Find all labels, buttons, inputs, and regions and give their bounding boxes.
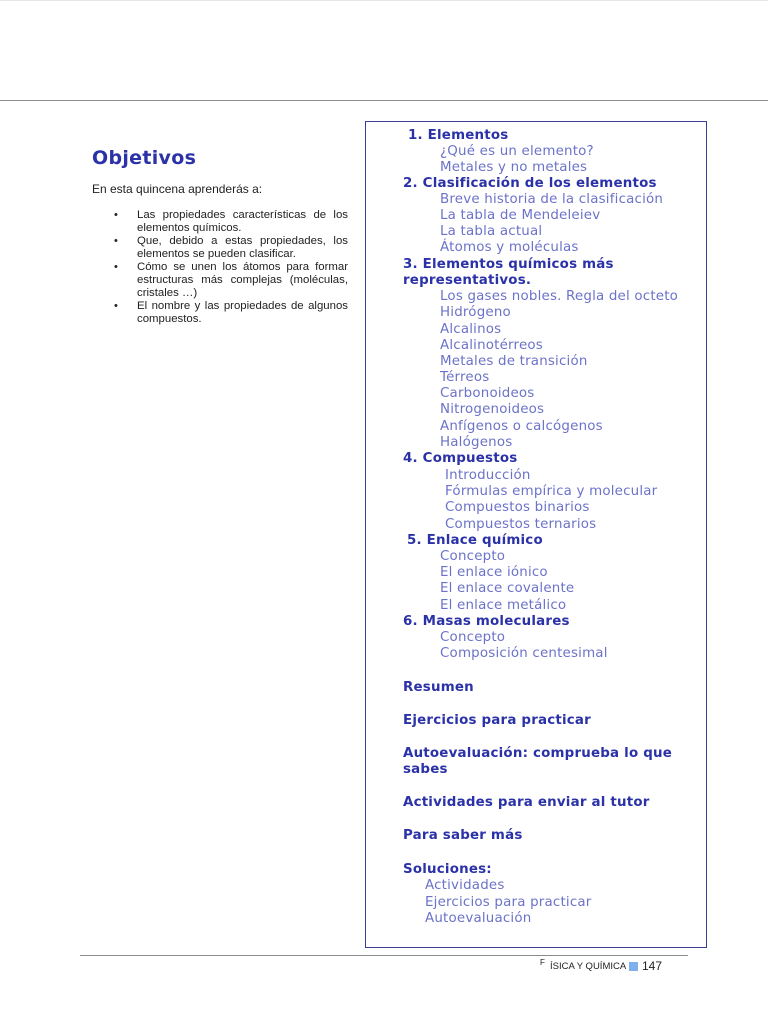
footer-divider xyxy=(80,955,688,956)
objetivo-item xyxy=(92,209,348,235)
square-icon xyxy=(629,962,638,971)
toc-subitem[interactable]: Compuestos binarios xyxy=(445,500,590,515)
toc-subitem[interactable]: El enlace metálico xyxy=(440,598,567,613)
toc-section-heading[interactable]: Resumen xyxy=(403,680,474,695)
toc-subitem[interactable]: Metales de transición xyxy=(440,354,588,369)
toc-section-heading[interactable]: 3. Elementos químicos más xyxy=(403,257,614,272)
toc-subitem[interactable]: Carbonoideos xyxy=(440,386,535,401)
toc-subitem[interactable]: ¿Qué es un elemento? xyxy=(440,144,594,159)
toc-subitem[interactable]: El enlace covalente xyxy=(440,581,575,596)
toc-subitem[interactable]: Los gases nobles. Regla del octeto xyxy=(440,289,679,304)
toc-subitem[interactable]: Alcalinos xyxy=(440,322,502,337)
bullet-icon: • xyxy=(114,261,118,273)
page-top-edge xyxy=(0,0,768,1)
toc-section-heading[interactable]: Para saber más xyxy=(403,828,523,843)
toc-section-heading[interactable]: 6. Masas moleculares xyxy=(403,614,570,629)
toc-subitem[interactable]: Átomos y moléculas xyxy=(440,240,579,255)
toc-subitem[interactable]: Actividades xyxy=(425,878,505,893)
toc-subitem[interactable]: El enlace iónico xyxy=(440,565,548,580)
footer-subject: ÍSICA Y QUÍMICA xyxy=(550,961,627,972)
page-number: 147 xyxy=(642,959,663,973)
toc-section-heading[interactable]: sabes xyxy=(403,762,448,777)
toc-subitem[interactable]: Fórmulas empírica y molecular xyxy=(445,484,658,499)
objetivo-text: Las propiedades características de los elementos químicos. xyxy=(137,209,348,234)
toc-subitem[interactable]: Concepto xyxy=(440,549,506,564)
toc-subitem[interactable]: Nitrogenoideos xyxy=(440,402,545,417)
objetivo-item xyxy=(92,300,348,326)
toc-subitem[interactable]: La tabla actual xyxy=(440,224,543,239)
objetivo-text: Cómo se unen los átomos para formar estructuras más complejas (moléculas, cristales …) xyxy=(137,261,348,299)
toc-subitem[interactable]: Halógenos xyxy=(440,435,513,450)
toc-subitem[interactable]: Composición centesimal xyxy=(440,646,608,661)
toc-section-heading[interactable]: Autoevaluación: comprueba lo que xyxy=(403,746,673,761)
objetivos-list xyxy=(92,209,348,326)
bullet-icon: • xyxy=(114,209,118,221)
toc-section-heading[interactable]: 5. Enlace químico xyxy=(407,533,543,548)
toc-subitem[interactable]: Compuestos ternarios xyxy=(445,517,597,532)
toc-section-heading[interactable]: Actividades para enviar al tutor xyxy=(403,795,650,810)
toc-section-heading[interactable]: 1. Elementos xyxy=(408,128,509,143)
toc-subitem[interactable]: Térreos xyxy=(440,370,490,385)
toc-subitem[interactable]: Autoevaluación xyxy=(425,911,532,926)
toc-subitem[interactable]: Concepto xyxy=(440,630,506,645)
toc-subitem[interactable]: Hidrógeno xyxy=(440,305,511,320)
toc-subitem[interactable]: Breve historia de la clasificación xyxy=(440,192,664,207)
objetivos-intro: En esta quincena aprenderás a: xyxy=(92,182,263,196)
table-of-contents-box xyxy=(365,121,707,948)
toc-subitem[interactable]: Introducción xyxy=(445,468,531,483)
objetivo-text: El nombre y las propiedades de algunos compuestos. xyxy=(137,300,348,325)
objetivo-text: Que, debido a estas propiedades, los elementos se pueden clasificar. xyxy=(137,235,348,260)
toc-subitem[interactable]: La tabla de Mendeleiev xyxy=(440,208,601,223)
toc-section-heading[interactable]: representativos. xyxy=(403,273,532,288)
objetivo-item xyxy=(92,235,348,261)
header-divider xyxy=(0,100,768,101)
toc-section-heading[interactable]: 4. Compuestos xyxy=(403,451,518,466)
objetivo-item xyxy=(92,261,348,300)
bullet-icon: • xyxy=(114,300,118,312)
bullet-icon: • xyxy=(114,235,118,247)
toc-subitem[interactable]: Ejercicios para practicar xyxy=(425,895,592,910)
toc-subitem[interactable]: Alcalinotérreos xyxy=(440,338,543,353)
toc-subitem[interactable]: Metales y no metales xyxy=(440,160,588,175)
toc-section-heading[interactable]: Soluciones: xyxy=(403,862,492,877)
objetivos-title: Objetivos xyxy=(92,147,197,169)
toc-section-heading[interactable]: Ejercicios para practicar xyxy=(403,713,591,728)
footer-drop-letter: F xyxy=(540,958,545,967)
toc-section-heading[interactable]: 2. Clasificación de los elementos xyxy=(403,176,657,191)
toc-subitem[interactable]: Anfígenos o calcógenos xyxy=(440,419,603,434)
